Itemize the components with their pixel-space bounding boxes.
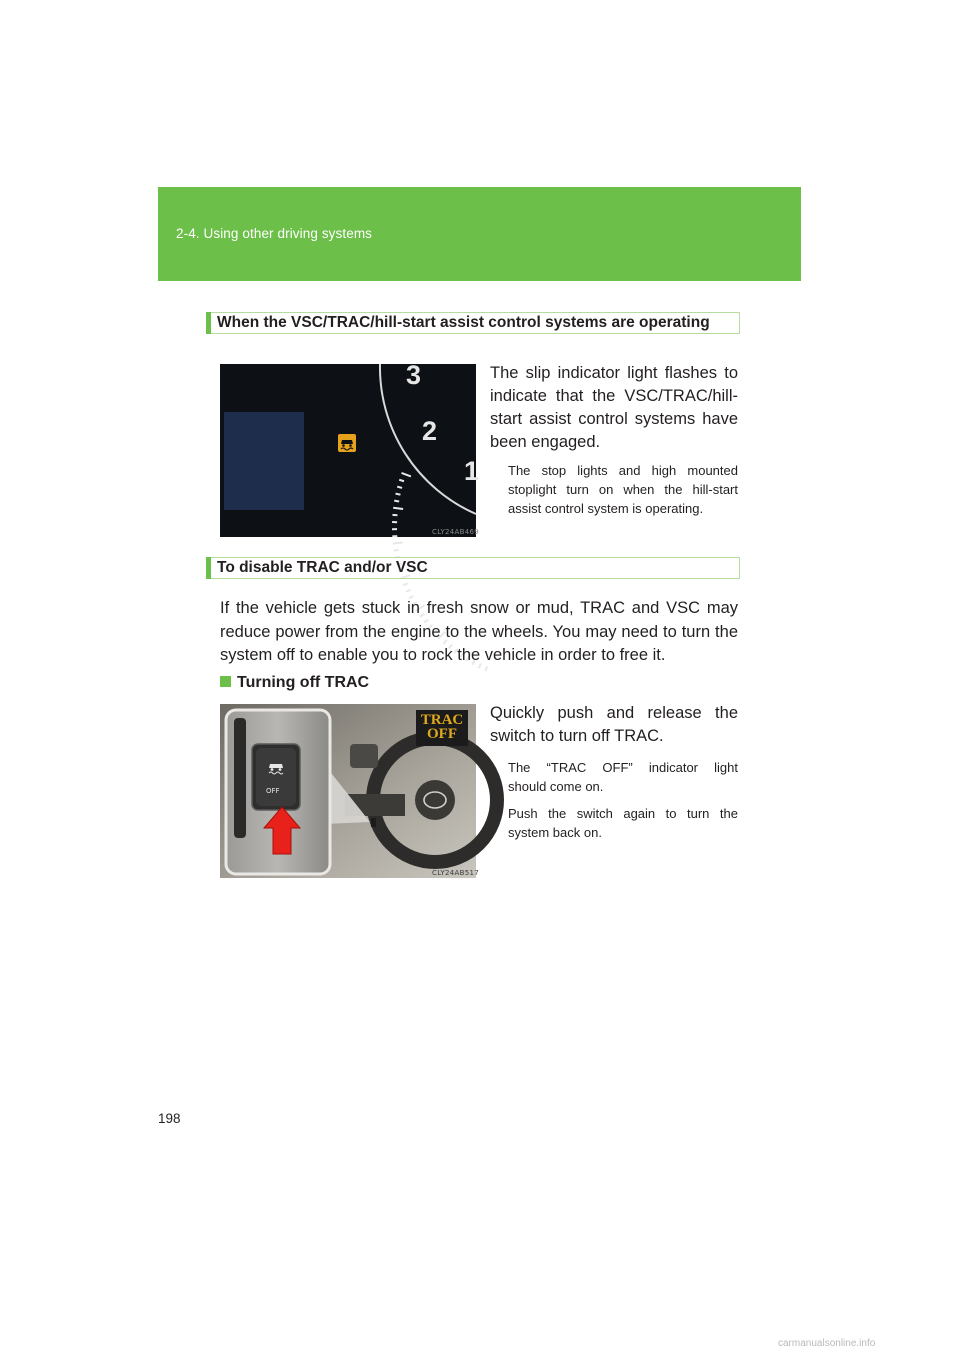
instrument-cluster-illustration [220,364,476,537]
body-line: system off to enable you to rock the vehicle in order to free it. [220,646,666,664]
square-bullet-icon [220,676,231,687]
gauge-tick [394,501,399,502]
note-line: stoplight turn on when the hill-start [508,482,738,497]
badge-line: TRAC [420,712,464,728]
badge-line: OFF [427,726,457,742]
gauge-tick [406,590,411,592]
note-line: should come on. [508,779,604,794]
subsection-heading [220,674,369,692]
subsection-note-1 [508,758,738,796]
section-heading-operating [206,312,740,334]
section1-body [490,362,738,454]
gauge-tick [394,550,399,551]
body-line: The slip indicator light flashes to [490,364,738,382]
note-line: assist control system is operating. [508,501,704,516]
subsection-title: Turning off TRAC [237,674,370,691]
section-title: When the VSC/TRAC/hill-start assist control systems are operating [217,314,710,331]
heading-accent-bar [206,312,211,334]
gauge-number-3: 3 [406,360,422,390]
switch-off-label: OFF [266,787,280,795]
instrument-cluster-image [220,360,480,537]
gauge-tick [393,508,403,509]
heading-accent-bar [206,557,211,579]
section-breadcrumb: 2-4. Using other driving systems [176,226,373,241]
body-line: If the vehicle gets stuck in fresh snow or mud, TRAC and VSC may [220,599,738,617]
gauge-tick [399,480,404,481]
header-band [158,187,801,281]
section1-note [508,461,738,518]
section-heading-disable [206,557,740,579]
body-line: start assist control systems have [490,410,738,428]
body-line: been engaged. [490,433,601,451]
gauge-tick [393,542,403,543]
body-line: indicate that the VSC/TRAC/hill- [490,387,738,405]
gauge-tick [403,583,408,585]
note-line: system back on. [508,825,602,840]
subsection-note-2 [508,804,738,842]
image-code: CLY24AB469 [432,528,479,536]
body-line: reduce power from the engine to the wheels. You may need to turn the [220,622,738,641]
page-number: 198 [158,1111,181,1126]
note-line: The “TRAC OFF” indicator light [508,760,738,775]
note-line: Push the switch again to turn the [508,806,738,821]
body-line: Quickly push and release the [490,704,738,722]
slip-indicator-icon [338,434,356,452]
section2-body [220,597,738,668]
trac-off-badge [416,713,468,741]
gauge-tick [397,487,402,488]
section-title: To disable TRAC and/or VSC [217,559,428,576]
image-code: CLY24AB517 [432,869,479,877]
body-line: switch to turn off TRAC. [490,727,664,745]
subsection-body [490,702,738,748]
gauge-tick [396,494,401,495]
note-line: The stop lights and high mounted [508,463,738,478]
gauge-number-2: 2 [422,416,438,446]
gauge-number-1: 1 [464,456,480,486]
watermark: carmanualsonline.info [778,1338,876,1349]
trac-switch-image [220,704,479,878]
